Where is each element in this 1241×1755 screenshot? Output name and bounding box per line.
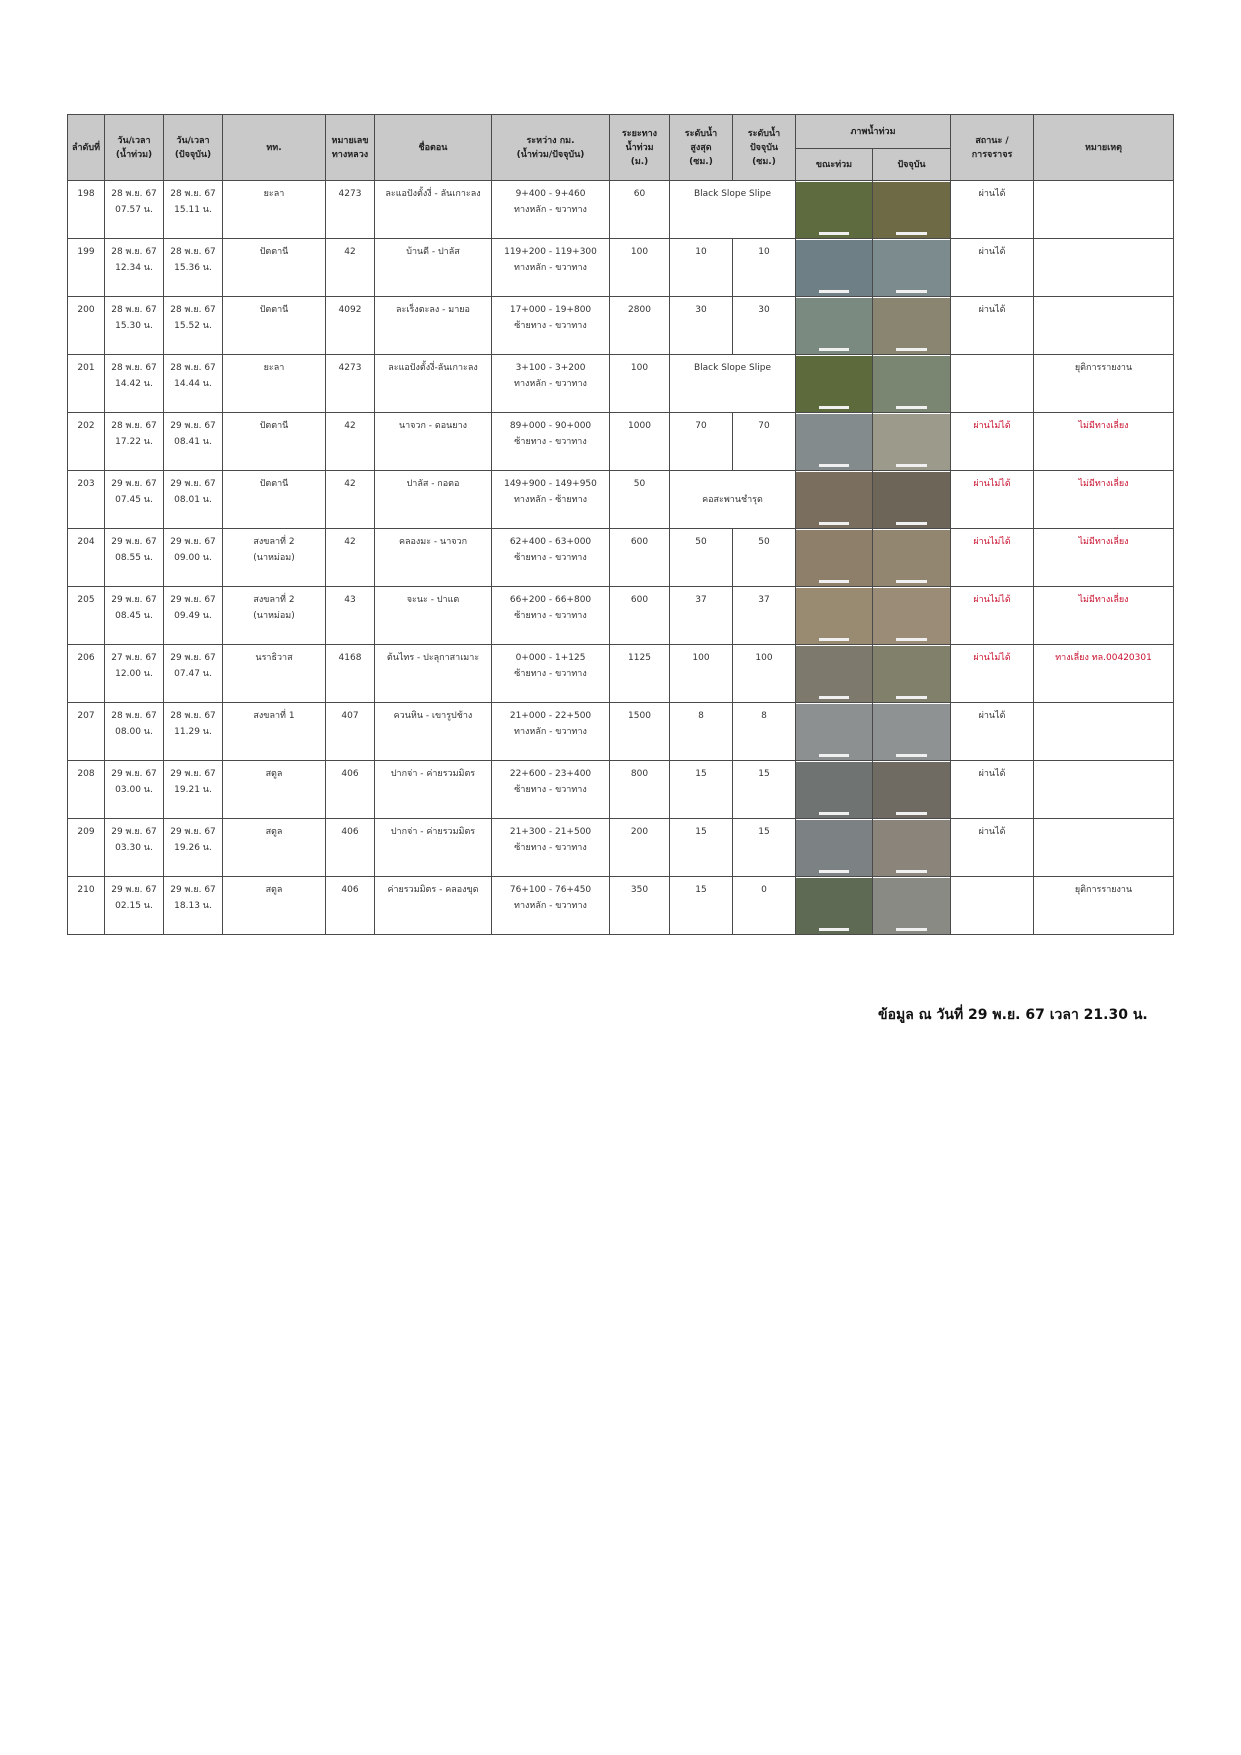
cell-level-note: Black Slope Slipe [670,181,796,239]
flood-photo-now [873,588,950,644]
cell-no: 210 [68,877,105,935]
cell-no: 208 [68,761,105,819]
photo-caption-strip [819,754,849,757]
photo-caption-strip [819,348,849,351]
cell-photo-during [796,181,873,239]
cell-cur-level: 15 [733,761,796,819]
cell-no: 201 [68,355,105,413]
cell-remark: ไม่มีทางเลี่ยง [1034,413,1174,471]
col-photos-header: ภาพน้ำท่วม [796,115,951,149]
flood-photo-during [796,530,872,586]
flood-photo-during [796,762,872,818]
photo-caption-strip [819,232,849,235]
flood-photo-now [873,472,950,528]
cell-cur-level: 70 [733,413,796,471]
cell-photo-during [796,587,873,645]
col-photo-now-header: ปัจจุบัน [873,149,951,181]
flood-photo-during [796,356,872,412]
cell-km: 66+200 - 66+800 ซ้ายทาง - ขวาทาง [492,587,610,645]
cell-km: 21+300 - 21+500 ซ้ายทาง - ขวาทาง [492,819,610,877]
cell-district: ยะลา [223,181,326,239]
cell-route: 43 [326,587,375,645]
cell-date-flood: 28 พ.ย. 67 07.57 น. [105,181,164,239]
cell-district: สตูล [223,819,326,877]
flood-photo-during [796,704,872,760]
cell-photo-now [873,877,951,935]
cell-section: ปาลัส - กอตอ [375,471,492,529]
cell-max-level: 15 [670,761,733,819]
cell-no: 207 [68,703,105,761]
cell-section: ละแอปังตั้งงี่-ลันเกาะลง [375,355,492,413]
cell-route: 4092 [326,297,375,355]
col-distance-header: ระยะทาง น้ำท่วม (ม.) [610,115,670,181]
table-body [68,181,1174,935]
photo-caption-strip [819,928,849,931]
cell-cur-level: 8 [733,703,796,761]
cell-status: ผ่านได้ [951,761,1034,819]
cell-date-flood: 29 พ.ย. 67 08.45 น. [105,587,164,645]
cell-status: ผ่านได้ [951,297,1034,355]
cell-photo-now [873,645,951,703]
table-row [68,877,1174,935]
cell-photo-during [796,413,873,471]
table-header [68,115,1174,181]
cell-route: 42 [326,529,375,587]
cell-photo-now [873,297,951,355]
cell-date-now: 29 พ.ย. 67 19.21 น. [164,761,223,819]
cell-route: 42 [326,413,375,471]
col-photo-during-header: ขณะท่วม [796,149,873,181]
cell-district: ปัตตานี [223,471,326,529]
photo-caption-strip [896,870,927,873]
cell-date-now: 28 พ.ย. 67 15.52 น. [164,297,223,355]
cell-distance: 1125 [610,645,670,703]
cell-section: ละเร็งตะลง - มายอ [375,297,492,355]
col-section-header: ชื่อตอน [375,115,492,181]
photo-caption-strip [896,638,927,641]
cell-photo-during [796,297,873,355]
cell-no: 203 [68,471,105,529]
cell-km: 119+200 - 119+300 ทางหลัก - ขวาทาง [492,239,610,297]
cell-date-flood: 27 พ.ย. 67 12.00 น. [105,645,164,703]
flood-report-table [67,114,1174,935]
table-row [68,355,1174,413]
cell-date-now: 28 พ.ย. 67 11.29 น. [164,703,223,761]
table-row [68,819,1174,877]
cell-km: 17+000 - 19+800 ซ้ายทาง - ขวาทาง [492,297,610,355]
cell-no: 202 [68,413,105,471]
table-row [68,645,1174,703]
photo-caption-strip [819,580,849,583]
flood-photo-now [873,240,950,296]
cell-section: คลองมะ - นาจวก [375,529,492,587]
cell-photo-during [796,355,873,413]
cell-distance: 1500 [610,703,670,761]
cell-date-now: 29 พ.ย. 67 18.13 น. [164,877,223,935]
cell-km: 0+000 - 1+125 ซ้ายทาง - ขวาทาง [492,645,610,703]
cell-date-flood: 29 พ.ย. 67 08.55 น. [105,529,164,587]
photo-caption-strip [896,580,927,583]
cell-section: ควนหิน - เขารูปช้าง [375,703,492,761]
table-row [68,413,1174,471]
cell-status: ผ่านได้ [951,239,1034,297]
cell-max-level: 10 [670,239,733,297]
cell-route: 4168 [326,645,375,703]
cell-max-level: 50 [670,529,733,587]
photo-caption-strip [896,464,927,467]
cell-route: 406 [326,761,375,819]
cell-photo-during [796,877,873,935]
photo-caption-strip [896,290,927,293]
cell-remark [1034,239,1174,297]
cell-distance: 100 [610,355,670,413]
cell-km: 22+600 - 23+400 ซ้ายทาง - ขวาทาง [492,761,610,819]
photo-caption-strip [819,406,849,409]
cell-level-note: Black Slope Slipe [670,355,796,413]
cell-distance: 1000 [610,413,670,471]
cell-distance: 100 [610,239,670,297]
cell-photo-during [796,761,873,819]
cell-route: 406 [326,877,375,935]
cell-cur-level: 15 [733,819,796,877]
cell-photo-now [873,355,951,413]
cell-district: ยะลา [223,355,326,413]
cell-route: 4273 [326,181,375,239]
cell-cur-level: 10 [733,239,796,297]
table-row [68,239,1174,297]
cell-photo-now [873,471,951,529]
cell-status [951,877,1034,935]
photo-caption-strip [896,522,927,525]
flood-photo-during [796,240,872,296]
cell-no: 198 [68,181,105,239]
cell-no: 209 [68,819,105,877]
flood-photo-now [873,414,950,470]
cell-date-flood: 28 พ.ย. 67 15.30 น. [105,297,164,355]
cell-photo-now [873,181,951,239]
col-no-header: ลำดับที่ [68,115,105,181]
table-row [68,761,1174,819]
flood-photo-during [796,878,872,934]
cell-km: 3+100 - 3+200 ทางหลัก - ขวาทาง [492,355,610,413]
table-row [68,587,1174,645]
cell-remark: ยุติการรายงาน [1034,355,1174,413]
cell-photo-during [796,471,873,529]
cell-status: ผ่านไม่ได้ [951,587,1034,645]
photo-caption-strip [819,870,849,873]
cell-district: ปัตตานี [223,239,326,297]
flood-photo-during [796,298,872,354]
cell-section: นาจวก - ดอนยาง [375,413,492,471]
flood-photo-now [873,820,950,876]
cell-max-level: 70 [670,413,733,471]
cell-max-level: 15 [670,819,733,877]
cell-no: 199 [68,239,105,297]
cell-remark [1034,181,1174,239]
cell-cur-level: 50 [733,529,796,587]
cell-max-level: 8 [670,703,733,761]
cell-section: ค่ายรวมมิตร - คลองขุด [375,877,492,935]
cell-distance: 800 [610,761,670,819]
photo-caption-strip [819,812,849,815]
flood-photo-now [873,530,950,586]
cell-remark: ทางเลี่ยง ทล.00420301 [1034,645,1174,703]
cell-cur-level: 30 [733,297,796,355]
cell-district: นราธิวาส [223,645,326,703]
cell-max-level: 15 [670,877,733,935]
cell-district: สงขลาที่ 2 (นาหม่อม) [223,587,326,645]
col-route-header: หมายเลข ทางหลวง [326,115,375,181]
flood-photo-during [796,182,872,238]
cell-route: 42 [326,239,375,297]
cell-route: 406 [326,819,375,877]
cell-photo-during [796,239,873,297]
cell-no: 204 [68,529,105,587]
photo-caption-strip [896,232,927,235]
col-date-now-header: วัน/เวลา (ปัจจุบัน) [164,115,223,181]
cell-date-now: 29 พ.ย. 67 09.49 น. [164,587,223,645]
photo-caption-strip [896,754,927,757]
col-km-header: ระหว่าง กม. (น้ำท่วม/ปัจจุบัน) [492,115,610,181]
cell-distance: 50 [610,471,670,529]
col-district-header: ทท. [223,115,326,181]
cell-max-level: 37 [670,587,733,645]
cell-date-now: 29 พ.ย. 67 08.01 น. [164,471,223,529]
cell-remark [1034,761,1174,819]
cell-date-flood: 28 พ.ย. 67 08.00 น. [105,703,164,761]
cell-no: 205 [68,587,105,645]
cell-section: ปากจ่า - ค่ายรวมมิตร [375,761,492,819]
flood-photo-during [796,472,872,528]
cell-district: ปัตตานี [223,297,326,355]
cell-photo-now [873,703,951,761]
flood-photo-now [873,704,950,760]
cell-max-level: 30 [670,297,733,355]
photo-caption-strip [896,406,927,409]
cell-km: 76+100 - 76+450 ทางหลัก - ขวาทาง [492,877,610,935]
cell-route: 42 [326,471,375,529]
cell-photo-now [873,587,951,645]
cell-level-note: คอสะพานชำรุด [670,471,796,529]
cell-date-now: 29 พ.ย. 67 09.00 น. [164,529,223,587]
cell-photo-now [873,239,951,297]
cell-date-flood: 28 พ.ย. 67 12.34 น. [105,239,164,297]
photo-caption-strip [819,522,849,525]
cell-km: 21+000 - 22+500 ทางหลัก - ขวาทาง [492,703,610,761]
flood-photo-during [796,414,872,470]
cell-cur-level: 37 [733,587,796,645]
cell-remark: ยุติการรายงาน [1034,877,1174,935]
cell-remark [1034,819,1174,877]
cell-date-flood: 29 พ.ย. 67 02.15 น. [105,877,164,935]
cell-section: จะนะ - ปาแต [375,587,492,645]
cell-date-now: 29 พ.ย. 67 08.41 น. [164,413,223,471]
cell-photo-now [873,529,951,587]
cell-status: ผ่านได้ [951,181,1034,239]
cell-district: ปัตตานี [223,413,326,471]
cell-date-flood: 28 พ.ย. 67 17.22 น. [105,413,164,471]
table-row [68,297,1174,355]
photo-caption-strip [819,290,849,293]
cell-date-now: 28 พ.ย. 67 15.11 น. [164,181,223,239]
cell-no: 200 [68,297,105,355]
cell-date-now: 28 พ.ย. 67 15.36 น. [164,239,223,297]
photo-caption-strip [896,928,927,931]
flood-photo-now [873,646,950,702]
cell-status [951,355,1034,413]
cell-photo-during [796,529,873,587]
cell-km: 89+000 - 90+000 ซ้ายทาง - ขวาทาง [492,413,610,471]
cell-distance: 600 [610,529,670,587]
cell-section: ต้นไทร - ปะลุกาสาเมาะ [375,645,492,703]
cell-date-flood: 29 พ.ย. 67 07.45 น. [105,471,164,529]
cell-date-flood: 28 พ.ย. 67 14.42 น. [105,355,164,413]
cell-cur-level: 100 [733,645,796,703]
cell-district: สตูล [223,877,326,935]
table-row [68,703,1174,761]
flood-photo-now [873,762,950,818]
cell-date-now: 29 พ.ย. 67 07.47 น. [164,645,223,703]
photo-caption-strip [896,348,927,351]
flood-photo-now [873,356,950,412]
cell-distance: 600 [610,587,670,645]
cell-date-now: 29 พ.ย. 67 19.26 น. [164,819,223,877]
cell-remark [1034,703,1174,761]
flood-photo-during [796,820,872,876]
cell-district: สตูล [223,761,326,819]
cell-status: ผ่านได้ [951,703,1034,761]
cell-date-flood: 29 พ.ย. 67 03.30 น. [105,819,164,877]
photo-caption-strip [896,812,927,815]
cell-photo-during [796,819,873,877]
cell-photo-now [873,819,951,877]
cell-status: ผ่านไม่ได้ [951,645,1034,703]
flood-photo-during [796,588,872,644]
photo-caption-strip [819,464,849,467]
cell-distance: 2800 [610,297,670,355]
photo-caption-strip [819,696,849,699]
data-timestamp-note: ข้อมูล ณ วันที่ 29 พ.ย. 67 เวลา 21.30 น. [878,1007,1148,1023]
cell-photo-now [873,413,951,471]
col-remark-header: หมายเหตุ [1034,115,1174,181]
cell-photo-now [873,761,951,819]
flood-photo-now [873,878,950,934]
cell-district: สงขลาที่ 2 (นาหม่อม) [223,529,326,587]
flood-photo-during [796,646,872,702]
flood-photo-now [873,298,950,354]
cell-km: 149+900 - 149+950 ทางหลัก - ซ้ายทาง [492,471,610,529]
cell-district: สงขลาที่ 1 [223,703,326,761]
table-row [68,181,1174,239]
photo-caption-strip [896,696,927,699]
cell-cur-level: 0 [733,877,796,935]
cell-no: 206 [68,645,105,703]
col-max-level-header: ระดับน้ำ สูงสุด (ซม.) [670,115,733,181]
cell-status: ผ่านไม่ได้ [951,471,1034,529]
cell-max-level: 100 [670,645,733,703]
cell-route: 407 [326,703,375,761]
col-date-flood-header: วัน/เวลา (น้ำท่วม) [105,115,164,181]
cell-distance: 350 [610,877,670,935]
table-row [68,529,1174,587]
cell-photo-during [796,645,873,703]
col-cur-level-header: ระดับน้ำ ปัจจุบัน (ซม.) [733,115,796,181]
cell-date-now: 28 พ.ย. 67 14.44 น. [164,355,223,413]
cell-distance: 60 [610,181,670,239]
cell-date-flood: 29 พ.ย. 67 03.00 น. [105,761,164,819]
cell-status: ผ่านไม่ได้ [951,413,1034,471]
cell-distance: 200 [610,819,670,877]
cell-remark: ไม่มีทางเลี่ยง [1034,529,1174,587]
cell-route: 4273 [326,355,375,413]
cell-status: ผ่านได้ [951,819,1034,877]
cell-section: ละแอปังตั้งงี่ - ลันเกาะลง [375,181,492,239]
table-row [68,471,1174,529]
col-status-header: สถานะ / การจราจร [951,115,1034,181]
cell-photo-during [796,703,873,761]
cell-status: ผ่านไม่ได้ [951,529,1034,587]
cell-km: 9+400 - 9+460 ทางหลัก - ขวาทาง [492,181,610,239]
cell-remark: ไม่มีทางเลี่ยง [1034,471,1174,529]
cell-section: ปากจ่า - ค่ายรวมมิตร [375,819,492,877]
cell-km: 62+400 - 63+000 ซ้ายทาง - ขวาทาง [492,529,610,587]
cell-remark [1034,297,1174,355]
flood-photo-now [873,182,950,238]
photo-caption-strip [819,638,849,641]
cell-remark: ไม่มีทางเลี่ยง [1034,587,1174,645]
cell-section: บ้านดี - ปาลัส [375,239,492,297]
